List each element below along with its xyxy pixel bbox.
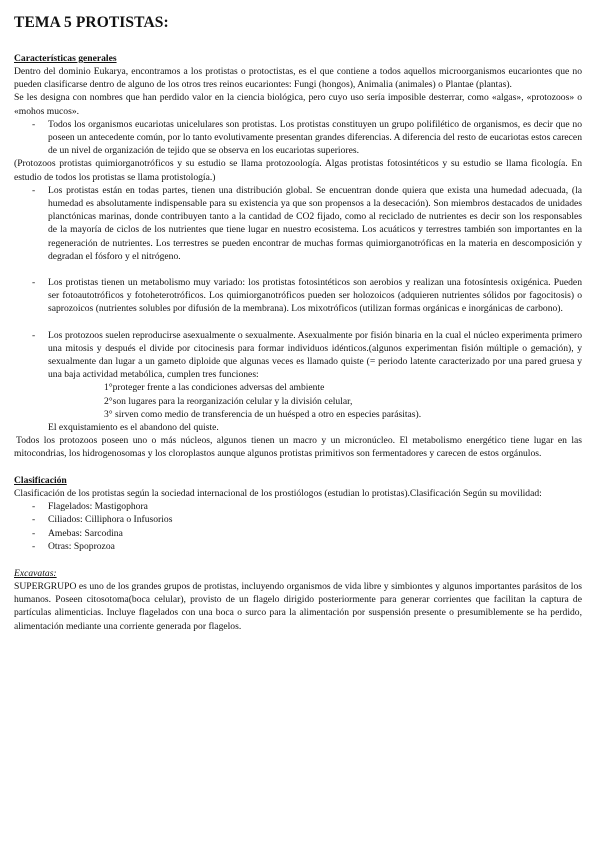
paragraph-designa: Se les designa con nombres que han perdido valor en la ciencia biológica, pero cuyo uso sería imposible desterrar, como «algas», «protozoos» o «mohos mucos». <box>14 92 582 117</box>
section-clasificacion <box>14 475 582 554</box>
section-caracteristicas <box>14 53 582 461</box>
list-item-amebas: - Amebas: Sarcodina <box>14 527 582 541</box>
bullet-list-3 <box>14 276 582 316</box>
paragraph-intro: Dentro del dominio Eukarya, encontramos a los protistas o protoctistas, es el que contiene a todos aquellos microorganismos eucariontes que no pueden clasificarse dentro de alguno de los otros tres reinos eucariontes: Fungi (hongos), Animalia (animales) o Plantae (plantas). <box>14 66 582 91</box>
heading-clasificacion: Clasificación <box>14 474 67 486</box>
section-excavatas <box>14 568 582 633</box>
heading-caracteristicas: Características generales <box>14 53 117 64</box>
bullet-list-2 <box>14 184 582 263</box>
bullet-unicelulares: - Todos los organismos eucariotas unicelulares son protistas. Los protistas constituyen un grupo polifilético de organismos, es decir que no poseen un antecedente común, por lo tanto evolutivamente presentan grandes diferencias. A diferencia del resto de eucariotas estos carecen de un nivel de organización de tejido que se observa en los eucariotas superiores. <box>14 118 582 158</box>
funcion-1: 1°proteger frente a las condiciones adversas del ambiente <box>104 382 325 394</box>
paragraph-nucleos: Todos los protozoos poseen uno o más núcleos, algunos tienen un macro y un micronúcleo. El metabolismo energético tiene lugar en las mitocondrias, los hidrogenosomas y los cloroplastos aunque algunos protistas primitivos son fermentadores y carecen de estos orgánulos. <box>14 435 582 460</box>
paragraph-clasificacion-intro: Clasificación de los protistas según la sociedad internacional de los prostiólogos (estudian lo protistas).Clasificación Según su movilidad: <box>14 487 542 499</box>
list-item-flagelados: - Flagelados: Mastigophora <box>14 500 582 514</box>
heading-excavatas: Excavatas: <box>14 567 57 579</box>
list-item-otras: - Otras: Spoprozoa <box>14 540 582 554</box>
classification-list <box>14 500 582 554</box>
bullet-list-4 <box>14 329 582 382</box>
paragraph-parenthetical: (Protozoos protistas quimiorganotróficos y su estudio se llama protozoología. Algas protistas fotosintéticos y su estudio se llama ficología. En estudio de todos los protistas se llama protistología.) <box>14 158 582 183</box>
bullet-metabolismo: - Los protistas tienen un metabolismo muy variado: los protistas fotosintéticos son aerobios y realizan una fotosíntesis oxigénica. Pueden ser fotoautotróficos y fotoheterotróficos. Los quimiorganotróficos pueden ser holozoicos (adquieren nutrientes sólidos por fagocitosis) o saprozoicos (nutrientes solubles por difusión de la membrana). Los mixotróficos (utilizan formas orgánicas e inorgánicas de carbono). <box>14 276 582 316</box>
paragraph-excavatas: SUPERGRUPO es uno de los grandes grupos de protistas, incluyendo organismos de vida libre y simbiontes y algunos importantes parásitos de los humanos. Poseen citosotoma(boca celular), provisto de un flagelo dirigido posteriormente para generar corrientes que facilitan la captura de partículas alimenticias. Incluye flagelados con una boca o surco para la alimentación por suspensión presente o presumiblemente se ha perdido, alimentación mediante una corriente generada por flagelos. <box>14 580 582 632</box>
bullet-reproduccion: - Los protozoos suelen reproducirse asexualmente o sexualmente. Asexualmente por fisión binaria en la cual el núcleo experimenta primero una mitosis y después el divide por citocinesis para formar individuos idénticos.(algunos experimentan fisión múltiple o gemación), y sexualmente dan lugar a un gameto diploide que algunas veces es llamado quiste (= periodo latente caracterizado por una pared gruesa y una baja actividad metabólica, cumplen tres funciones: <box>14 329 582 382</box>
funcion-2: 2°son lugares para la reorganización celular y la división celular, <box>104 395 353 407</box>
list-item-ciliados: - Ciliados: Cilliphora o Infusorios <box>14 513 582 527</box>
page-title: TEMA 5 PROTISTAS: <box>14 14 169 31</box>
bullet-list-1 <box>14 118 582 158</box>
funcion-3: 3° sirven como medio de transferencia de un huésped a otro en especies parásitas). <box>104 408 422 420</box>
bullet-distribucion: - Los protistas están en todas partes, tienen una distribución global. Se encuentran donde quiera que exista una humedad adecuada, (la humedad es absolutamente indispensable para su existencia ya que son propensos a la desecación). Son miembros destacados de unidades planctónicas marinas, donde contribuyen tanto a la cantidad de CO2 fijado, como al reciclado de nutrientes es decir son los responsables de la mayoría de ciclos de los nutrientes que tiene lugar en nuestro ecosistema. Los acuáticos y terrestres también son importantes en la regeneración de nutrientes. Los terrestres se pueden encontrar de muchas formas quimiorganotróficas en la materia en descomposición y degradan el fósforo y el nitrógeno. <box>14 184 582 263</box>
paragraph-exquistamiento: El exquistamiento es el abandono del quiste. <box>48 422 219 434</box>
